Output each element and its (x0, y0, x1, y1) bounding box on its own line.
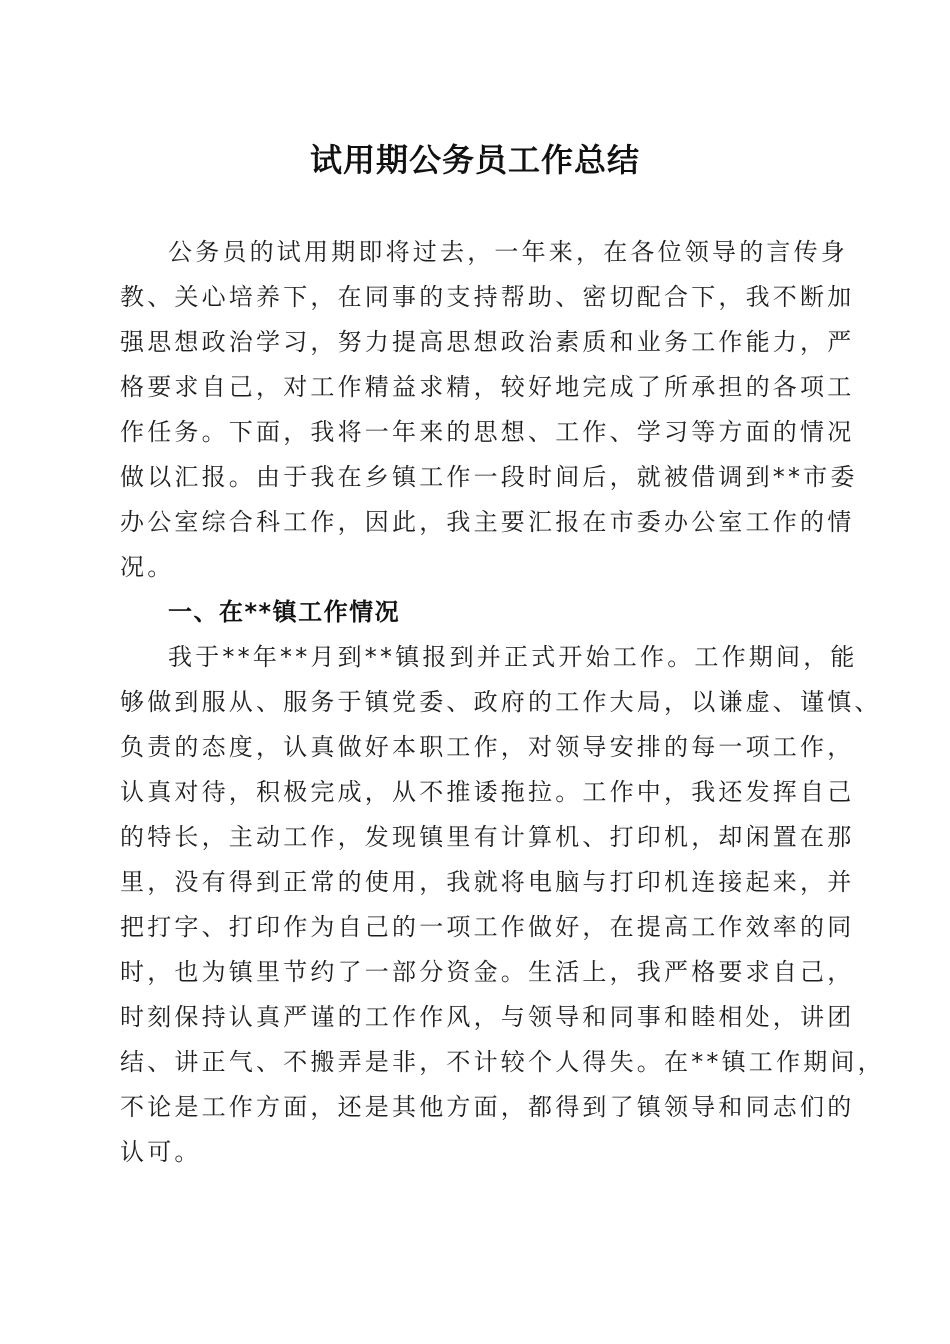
paragraph-line: 结、讲正气、不搬弄是非，不计较个人得失。在**镇工作期间， (120, 1048, 885, 1076)
section-paragraph (120, 635, 885, 1175)
paragraph-line: 认真对待，积极完成，从不推诿拖拉。工作中，我还发挥自己 (120, 778, 855, 806)
paragraph-line: 办公室综合科工作，因此，我主要汇报在市委办公室工作的情 (120, 508, 855, 536)
document-title: 试用期公务员工作总结 (309, 141, 640, 179)
paragraph-line: 时刻保持认真严谨的工作作风，与领导和同事和睦相处，讲团 (120, 1003, 855, 1031)
paragraph-line: 不论是工作方面，还是其他方面，都得到了镇领导和同志们的 (120, 1093, 855, 1121)
paragraph-line: 强思想政治学习，努力提高思想政治素质和业务工作能力，严 (120, 328, 855, 356)
paragraph-line: 我于**年**月到**镇报到并正式开始工作。工作期间，能 (168, 643, 858, 671)
paragraph-line: 作任务。下面，我将一年来的思想、工作、学习等方面的情况 (120, 418, 855, 446)
paragraph-line: 把打字、打印作为自己的一项工作做好，在提高工作效率的同 (120, 913, 855, 941)
paragraph-line: 够做到服从、服务于镇党委、政府的工作大局，以谦虚、谨慎、 (120, 688, 882, 716)
section-heading: 一、在**镇工作情况 (168, 598, 401, 626)
paragraph-line: 格要求自己，对工作精益求精，较好地完成了所承担的各项工 (120, 373, 855, 401)
paragraph-line: 做以汇报。由于我在乡镇工作一段时间后，就被借调到**市委 (120, 463, 858, 491)
paragraph-line: 认可。 (120, 1138, 202, 1166)
paragraph-line: 负责的态度，认真做好本职工作，对领导安排的每一项工作， (120, 733, 855, 761)
paragraph-line: 教、关心培养下，在同事的支持帮助、密切配合下，我不断加 (120, 283, 855, 311)
paragraph-line: 况。 (120, 553, 175, 581)
paragraph-line: 时，也为镇里节约了一部分资金。生活上，我严格要求自己， (120, 958, 855, 986)
intro-paragraph (120, 230, 858, 590)
paragraph-line: 公务员的试用期即将过去，一年来，在各位领导的言传身 (168, 238, 848, 266)
paragraph-line: 的特长，主动工作，发现镇里有计算机、打印机，却闲置在那 (120, 823, 855, 851)
paragraph-line: 里，没有得到正常的使用，我就将电脑与打印机连接起来，并 (120, 868, 855, 896)
